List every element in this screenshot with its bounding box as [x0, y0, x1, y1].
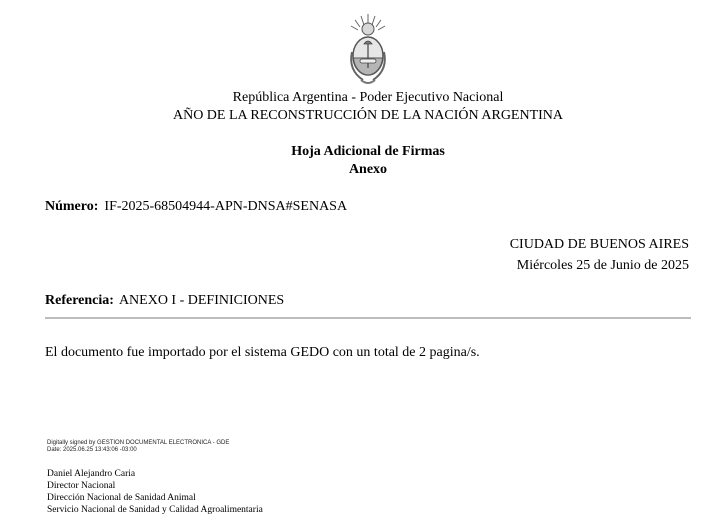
- argentina-coat-of-arms-icon: [343, 12, 393, 92]
- reference-row: [45, 292, 284, 310]
- header-government-line: República Argentina - Poder Ejecutivo Nacional: [232, 90, 504, 105]
- signer-office: Dirección Nacional de Sanidad Animal: [47, 493, 196, 503]
- digital-signature-date: Date: 2025.06.25 13:43:06 -03:00: [47, 447, 137, 453]
- document-number-row: [45, 198, 347, 216]
- divider: [45, 317, 691, 319]
- document-subtitle: Anexo: [348, 162, 388, 177]
- document-number-label: Número:: [45, 199, 99, 214]
- signer-position: Director Nacional: [47, 481, 116, 491]
- document-city: CIUDAD DE BUENOS AIRES: [509, 237, 689, 252]
- document-date: Miércoles 25 de Junio de 2025: [516, 258, 689, 273]
- digital-signature-signed-by: Digitally signed by GESTION DOCUMENTAL ELECTRONICA - GDE: [47, 440, 230, 446]
- signer-block: [47, 468, 263, 516]
- body-text: El documento fue importado por el sistema GEDO con un total de 2 pagina/s.: [45, 345, 480, 360]
- header-year-motto: AÑO DE LA RECONSTRUCCIÓN DE LA NACIÓN ARGENTINA: [172, 108, 564, 123]
- signer-name: Daniel Alejandro Caria: [47, 469, 136, 479]
- signer-agency: Servicio Nacional de Sanidad y Calidad Agroalimentaria: [47, 505, 263, 515]
- reference-label: Referencia:: [45, 293, 114, 308]
- document-title: Hoja Adicional de Firmas: [291, 144, 445, 159]
- reference-value: ANEXO I - DEFINICIONES: [118, 293, 285, 308]
- digital-signature-stamp: [47, 440, 229, 454]
- document-number-value: IF-2025-68504944-APN-DNSA#SENASA: [104, 199, 348, 214]
